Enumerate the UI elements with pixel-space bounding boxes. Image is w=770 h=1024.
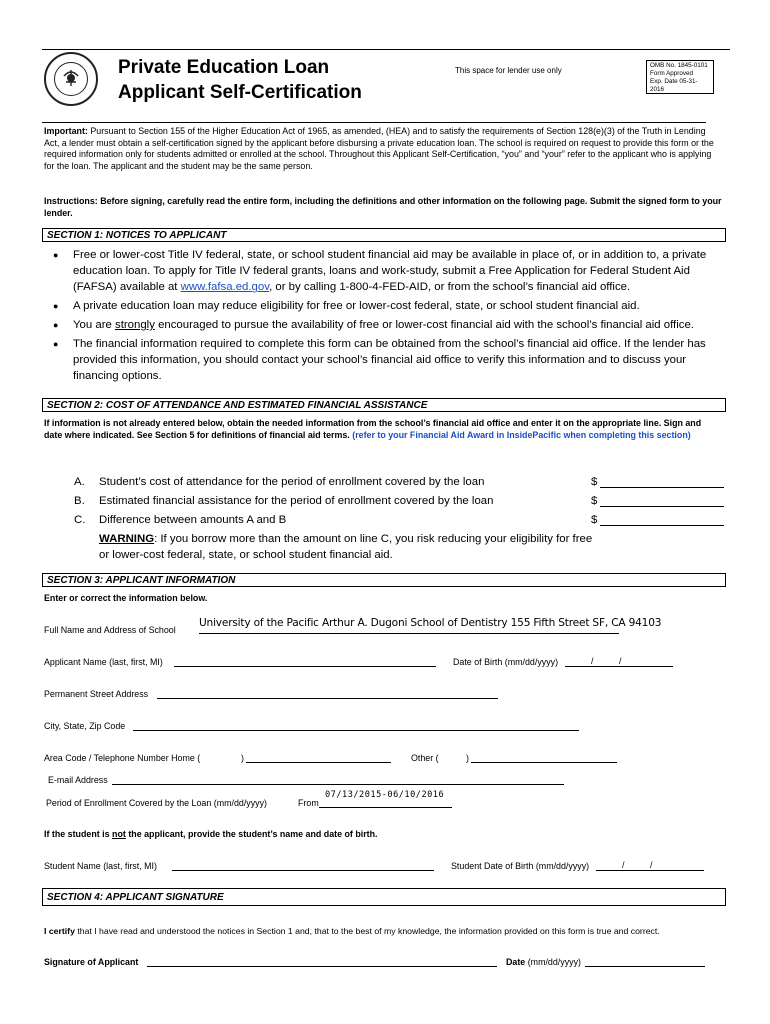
bullet-icon: ● (53, 250, 59, 260)
warning-text: WARNING: If you borrow more than the amount on line C, you risk reducing your eligibility for free or lower-cost federal, state, or school student financial aid. (99, 533, 593, 562)
email-label: E-mail Address (48, 775, 108, 785)
notice-bullet-2: ● A private education loan may reduce eligibility for free or lower-cost federal, state, or school student financial aid. (73, 298, 713, 314)
bullet-icon: ● (53, 320, 59, 330)
other-phone-label: Other ( (411, 753, 439, 763)
important-text: Pursuant to Section 155 of the Higher Education Act of 1965, as amended, (HEA) and to satisfy the requirements of Section 128(e)(3) of the Truth in Lending Act, a lender must obtain a self-certification signed by the applicant before disbursing a private education loan. The school is required on request to provide this form or the required information only for students admitted or enrolled at the school. Throughout this Applicant Self-Certification, “you” and “your” refer to the applicant who is applying for the loan. The applicant and the student may be the same person. (44, 126, 714, 171)
notice-bullet-4: ● The financial information required to complete this form can be obtained from the school’s financial aid office. If the lender has provided this information, you should contact your school’s financial aid office to verify this information and to discuss your financing options. (53, 338, 706, 383)
cost-letter-c: C. (74, 514, 86, 526)
bullet-icon: ● (53, 301, 59, 311)
section3-intro: Enter or correct the information below. (44, 593, 208, 603)
omb-exp-date: Exp. Date 05-31-2016 (650, 78, 698, 93)
school-value[interactable]: University of the Pacific Arthur A. Dugoni School of Dentistry 155 Fifth Street SF, CA 94103 (199, 617, 662, 629)
bullet-icon: ● (53, 339, 59, 349)
section3-header: SECTION 3: APPLICANT INFORMATION (42, 573, 726, 587)
dob-slash-2: / (619, 656, 622, 666)
applicant-name-field[interactable] (174, 666, 436, 667)
fafsa-link[interactable]: www.fafsa.ed.gov (180, 281, 270, 294)
important-paragraph (44, 126, 720, 172)
dollar-sign-b: $ (591, 495, 598, 507)
section4-header: SECTION 4: APPLICANT SIGNATURE (42, 888, 726, 906)
instructions: Instructions: Before signing, carefully read the entire form, including the definitions and other information on the following page. Submit the signed form to your lender. (44, 196, 722, 218)
amount-c-field[interactable] (600, 525, 724, 526)
section2-note: (refer to your Financial Aid Award in InsidePacific when completing this section) (352, 429, 691, 440)
top-rule (42, 49, 730, 50)
home-phone-field[interactable] (246, 762, 391, 763)
city-field[interactable] (133, 730, 579, 731)
amount-a-field[interactable] (600, 487, 724, 488)
cost-item-a: Student’s cost of attendance for the period of enrollment covered by the loan (99, 476, 485, 488)
period-field-line (319, 807, 452, 808)
email-field[interactable] (112, 784, 564, 785)
notice-bullet-1: ● Free or lower-cost Title IV federal, state, or school student financial aid may be available in place of, or in addition to, a private education loan. To apply for Title IV federal grants, loans and work-study, submit a Free Application for Federal Student Aid (FAFSA) available at www.fafsa.ed.gov, or by calling 1-800-4-FED-AID, or from the school’s financial aid office. (53, 249, 707, 294)
sign-date-label: Date (mm/dd/yyyy) (506, 957, 581, 967)
phone-label: Area Code / Telephone Number Home ( (44, 753, 201, 763)
section2-header: SECTION 2: COST OF ATTENDANCE AND ESTIMATED FINANCIAL ASSISTANCE (42, 398, 726, 412)
omb-approved: Form Approved (650, 70, 694, 77)
omb-number: OMB No. 1845-0101 (650, 62, 708, 69)
sign-date-field[interactable] (585, 966, 705, 967)
school-field-line (199, 633, 619, 634)
dollar-sign-c: $ (591, 514, 598, 526)
student-dob-label: Student Date of Birth (mm/dd/yyyy) (451, 861, 590, 871)
notice-bullet-3: ● You are strongly encouraged to pursue the availability of free or lower-cost financial aid with the school’s financial aid office. (73, 317, 713, 333)
other-paren-close: ) (466, 753, 469, 763)
header-rule (42, 122, 706, 123)
from-label: From (298, 798, 319, 808)
section1-header: SECTION 1: NOTICES TO APPLICANT (42, 228, 726, 242)
signature-label: Signature of Applicant (44, 957, 139, 967)
student-dob-slash-1: / (622, 860, 625, 870)
dob-slash-1: / (591, 656, 594, 666)
street-field[interactable] (157, 698, 498, 699)
city-label: City, State, Zip Code (44, 721, 126, 731)
omb-box (646, 60, 714, 94)
student-not-applicant-note: If the student is not the applicant, provide the student’s name and date of birth. (44, 829, 378, 839)
student-dob-slash-2: / (650, 860, 653, 870)
lender-use-note: This space for lender use only (455, 66, 562, 75)
dob-label: Date of Birth (mm/dd/yyyy) (453, 657, 559, 667)
signature-field[interactable] (147, 966, 497, 967)
cost-item-b: Estimated financial assistance for the period of enrollment covered by the loan (99, 495, 494, 507)
important-label: Important: (44, 126, 88, 136)
cost-letter-a: A. (74, 476, 85, 488)
warning-label: WARNING (99, 533, 155, 545)
school-label: Full Name and Address of School (44, 625, 176, 635)
period-value[interactable]: 07/13/2015-06/10/2016 (325, 790, 445, 800)
form-title: Private Education Loan Applicant Self-Certification (118, 57, 362, 103)
amount-b-field[interactable] (600, 506, 724, 507)
section2-intro: If information is not already entered below, obtain the needed information from the school’s financial aid office and enter it on the appropriate line. Sign and date where indicated. See Section 5 for definitions of financial aid terms. (refer to your Financial Aid Award in InsidePacific when completing this section) (44, 418, 702, 440)
home-paren-close: ) (241, 753, 244, 763)
period-label: Period of Enrollment Covered by the Loan (mm/dd/yyyy) (46, 798, 267, 808)
other-phone-field[interactable] (471, 762, 617, 763)
department-seal-icon (44, 52, 98, 106)
cost-item-c: Difference between amounts A and B (99, 514, 287, 526)
cost-letter-b: B. (74, 495, 85, 507)
street-label: Permanent Street Address (44, 689, 149, 699)
student-name-label: Student Name (last, first, MI) (44, 861, 157, 871)
applicant-name-label: Applicant Name (last, first, MI) (44, 657, 163, 667)
certify-statement: I certify that I have read and understood the notices in Section 1 and, that to the best of my knowledge, the information provided on this form is true and correct. (44, 926, 660, 936)
dollar-sign-a: $ (591, 476, 598, 488)
student-name-field[interactable] (172, 870, 434, 871)
